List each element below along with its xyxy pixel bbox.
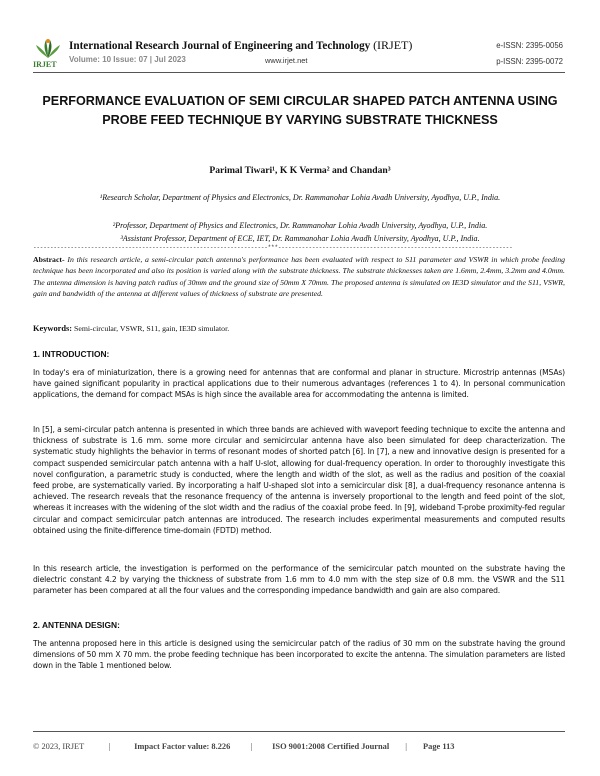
abstract-text: In this research article, a semi-circular patch antenna's performance has been evaluated with respect to S11 parameter and VSWR in which probe feeding technique has been incorporated and also its position is varied along with the substrate thickness. The substrate thicknesses taken are 1.6mm, 2.4mm, 3.2mm and 4.0mm. The antenna dimension is having patch radius of 30mm and the ground size of 50mm X 70mm. The proposed antenna is simulated on IE3D simulator and the S11, VSWR, gain and bandwidth of the antenna at different values of thickness of substrate are presented. bbox=[33, 255, 565, 298]
affiliation-1: ¹Research Scholar, Department of Physics and Electronics, Dr. Rammanohar Lohia Avadh University, Ayodhya, U.P., India. bbox=[99, 193, 501, 202]
affiliation-2: ²Professor, Department of Physics and Electronics, Dr. Rammanohar Lohia Avadh University, Ayodhya, U.P., India. bbox=[112, 221, 488, 230]
p-issn: p-ISSN: 2395-0072 bbox=[496, 57, 563, 66]
volume-issue: Volume: 10 Issue: 07 | Jul 2023 bbox=[69, 55, 186, 64]
paragraph-intro-3: In this research article, the investigation is performed on the performance of the semicircular patch mounted on the substrate having the dielectric constant 4.2 by varying the thickness of substrate from 1.6 mm to 4.0 mm with the step size of 0.8 mm. the VSWR and the S11 parameter has been compared at all the four values and the corresponding impedance bandwidth and gain are also compared. bbox=[33, 564, 565, 596]
footer-copyright: © 2023, IRJET bbox=[33, 742, 85, 751]
footer-impact-factor: Impact Factor value: 8.226 bbox=[134, 742, 231, 751]
footer-separator: | bbox=[108, 742, 111, 751]
abstract bbox=[33, 254, 565, 299]
journal-abbr: (IRJET) bbox=[373, 38, 413, 52]
abstract-label: Abstract- bbox=[33, 255, 65, 264]
header-divider bbox=[33, 72, 565, 73]
footer-iso: ISO 9001:2008 Certified Journal bbox=[272, 742, 390, 751]
page-footer bbox=[33, 742, 565, 751]
affiliation-3: ³Assistant Professor, Department of ECE, IET, Dr. Rammanohar Lohia Avadh University, Ayodhya, U.P., India. bbox=[120, 234, 480, 243]
separator-line: ---------------------------------------------------------------------***--------------------------------------------------------------------- bbox=[33, 244, 513, 251]
paragraph-intro-1: In today's era of miniaturization, there is a growing need for antennas that are conformal and planar in structure. Microstrip antennas (MSAs) have gained significant popularity in practical applications due to their numerous advantages (references 1 to 4). In personal communication applications, the demand for compact MSAs is high since the available area for accommodating the antenna is limited. bbox=[33, 368, 565, 400]
paragraph-intro-2: In [5], a semi-circular patch antenna is presented in which three bands are achieved with waveport feeding technique to excite the antenna and thickness of substrate is 1.6 mm. some more circular and semicircular antenna have also been simulated for deep characterization. The systematic study highlights the behavior in terms of resonant modes of shorted patch [6]. In [7], a new and innovative design is presented for a compact suspended semicircular patch antenna with a half U-slot, allowing for dual-frequency operation. In order to thoroughly investigate this novel configuration, a parametric study is conducted, where the length and width of the slot, as well as the radius and position of the coaxial feed probe, are systematically varied. By incorporating a half U-shaped slot into a semicircular disk [8], a dual-frequency resonance antenna is achieved. The research reveals that the resonance frequency of the antenna is inversely proportional to the length and feed point of the slot, whereas it increases with the widening of the slot width and the radius of the coaxial probe feed. In [9], wideband T-probe proximity-fed regular circular and compact semicircular patch antennas are introduced. The research includes experimental measurements and computed results obtained using the finite-difference time-domain (FDTD) method. bbox=[33, 425, 565, 535]
paragraph-antenna-design: The antenna proposed here in this article is designed using the semicircular patch of the radius of 30 mm on the substrate having the ground dimensions of 50 mm X 70 mm. the probe feeding technique has been incorporated to excite the antenna. The simulation parameters are listed down in the Table 1 mentioned below. bbox=[33, 639, 565, 671]
keywords-label: Keywords: bbox=[33, 324, 73, 333]
footer-separator: | bbox=[405, 742, 407, 751]
journal-website: www.irjet.net bbox=[265, 56, 308, 65]
keywords-text: Semi-circular, VSWR, S11, gain, IE3D simulator. bbox=[72, 324, 230, 333]
journal-name bbox=[69, 38, 412, 53]
section-heading-introduction: 1. INTRODUCTION: bbox=[33, 349, 110, 359]
keywords bbox=[33, 324, 565, 333]
journal-full-name: International Research Journal of Engineering and Technology bbox=[69, 40, 371, 52]
author-list: Parimal Tiwari¹, K K Verma² and Chandan³ bbox=[209, 165, 391, 176]
footer-separator: | bbox=[250, 742, 253, 751]
logo-text: IRJET bbox=[33, 60, 57, 69]
journal-header bbox=[33, 36, 563, 70]
footer-divider bbox=[33, 731, 565, 732]
paper-title: PERFORMANCE EVALUATION OF SEMI CIRCULAR SHAPED PATCH ANTENNA USING PROBE FEED TECHNIQUE BY VARYING SUBSTRATE THICKNESS bbox=[42, 94, 558, 127]
section-heading-antenna-design: 2. ANTENNA DESIGN: bbox=[33, 620, 120, 630]
footer-page-number: Page 113 bbox=[423, 742, 455, 751]
e-issn: e-ISSN: 2395-0056 bbox=[496, 41, 563, 50]
